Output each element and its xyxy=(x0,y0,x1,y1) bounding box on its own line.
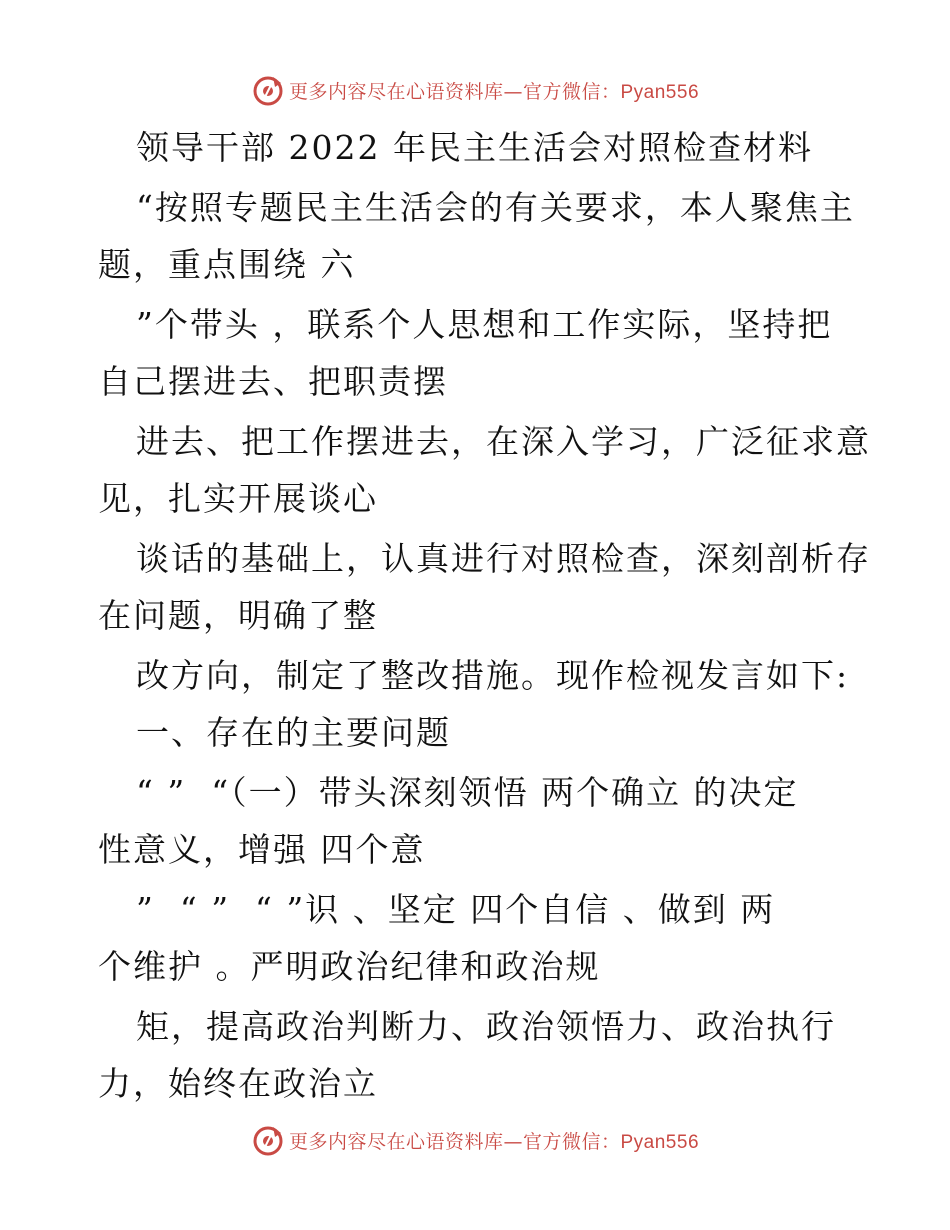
logo-icon xyxy=(251,73,285,107)
text-line: 谈话的基础上，认真进行对照检查，深刻剖析存 xyxy=(136,539,871,578)
text-line: 见，扎实开展谈心 xyxy=(98,479,378,518)
text-line: 进去、把工作摆进去，在深入学习，广泛征求意 xyxy=(136,422,871,461)
text-line: 矩，提高政治判断力、政治领悟力、政治执行 xyxy=(136,1007,836,1046)
text-line: 自己摆进去、把职责摆 xyxy=(98,362,448,401)
text-line: “ ” “（一）带头深刻领悟 两个确立 的决定 xyxy=(136,773,799,812)
text-line: “按照专题民主生活会的有关要求，本人聚焦主 xyxy=(136,188,855,227)
text-line: 个维护 。严明政治纪律和政治规 xyxy=(98,947,601,986)
footer-banner xyxy=(0,1120,950,1160)
text-line: 在问题，明确了整 xyxy=(98,596,378,635)
text-line: 改方向，制定了整改措施。现作检视发言如下: xyxy=(136,656,850,695)
header-banner xyxy=(0,70,950,110)
footer-banner-text xyxy=(289,1127,699,1154)
text-line: 性意义，增强 四个意 xyxy=(98,830,426,869)
header-banner-id: Pyan556 xyxy=(620,81,700,103)
section-heading: 一、存在的主要问题 xyxy=(136,713,451,752)
document-title: 领导干部 2022 年民主生活会对照检查材料 xyxy=(136,128,813,167)
footer-banner-id: Pyan556 xyxy=(620,1131,700,1153)
footer-banner-label: 更多内容尽在心语资料库—官方微信： xyxy=(288,1130,621,1153)
text-line: 力，始终在政治立 xyxy=(98,1064,378,1103)
logo-icon xyxy=(251,1123,285,1157)
header-banner-label: 更多内容尽在心语资料库—官方微信： xyxy=(288,80,621,103)
text-line: 题，重点围绕 六 xyxy=(98,245,356,284)
text-line: ” “ ” “ ”识 、坚定 四个自信 、做到 两 xyxy=(136,890,776,929)
header-banner-text xyxy=(289,77,699,104)
text-line: ”个带头 ，联系个人思想和工作实际，坚持把 xyxy=(136,305,833,344)
